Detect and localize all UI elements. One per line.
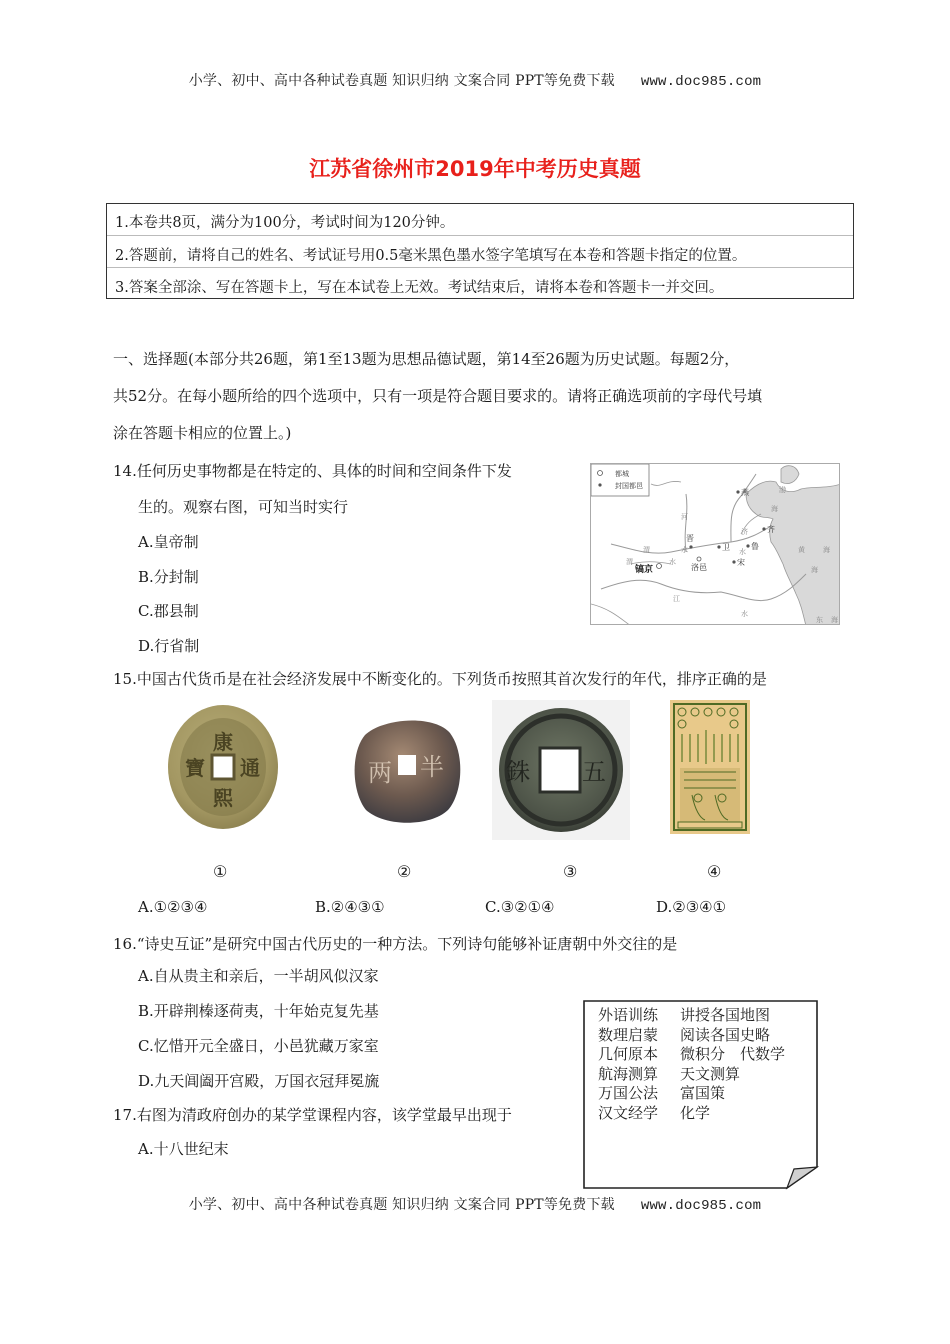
svg-text:燕: 燕 <box>741 488 749 497</box>
q14-option-a[interactable]: A.皇帝制 <box>138 533 199 551</box>
header-text: 小学、初中、高中各种试卷真题 知识归纳 文案合同 PPT等免费下载 <box>188 73 615 89</box>
svg-text:海: 海 <box>811 566 818 574</box>
curriculum-row: 航海测算 天文测算 <box>598 1064 741 1083</box>
coin-1-char: 寶 <box>185 756 205 780</box>
banknote-image-4 <box>670 700 750 838</box>
curriculum-row: 几何原本 微积分 代数学 <box>598 1045 786 1063</box>
svg-text:水: 水 <box>669 558 676 566</box>
q16-option-a[interactable]: A.自从贵主和亲后，一半胡风似汉家 <box>138 967 379 985</box>
coin-image-1 <box>166 703 281 835</box>
svg-text:济: 济 <box>741 528 748 536</box>
instruction-2: 2.答题前，请将自己的姓名、考试证号用0.5毫米黑色墨水签字笔填写在本卷和答题卡指定的位置。 <box>115 248 747 264</box>
curriculum-row: 万国公法 富国策 <box>598 1084 726 1102</box>
svg-text:海: 海 <box>771 505 778 513</box>
coin-1-char: 通 <box>240 756 260 780</box>
coin-1-char: 康 <box>213 730 233 754</box>
q14-option-b[interactable]: B.分封制 <box>138 568 199 586</box>
coin-image-3 <box>492 700 630 844</box>
q14-stem-1: 14.任何历史事物都是在特定的、具体的时间和空间条件下发 <box>113 462 512 480</box>
q15-option-d[interactable]: D.②③④① <box>656 898 727 916</box>
q14-stem-2: 生的。观察右图，可知当时实行 <box>138 498 349 516</box>
caption-3: ③ <box>563 862 578 881</box>
svg-text:镐京: 镐京 <box>635 565 654 575</box>
header-url[interactable]: www.doc985.com <box>640 74 762 90</box>
svg-text:卫: 卫 <box>722 543 730 552</box>
coin-3-char: 銖 <box>506 758 530 786</box>
section-intro-line-2: 共52分。在每小题所给的四个选项中，只有一项是符合题目要求的。请将正确选项前的字母代号填 <box>113 387 763 405</box>
q16-option-d[interactable]: D.九天阊阖开宫殿，万国衣冠拜冕旒 <box>138 1072 380 1090</box>
q16-stem: 16.“诗史互证”是研究中国古代历史的一种方法。下列诗句能够补证唐朝中外交往的是 <box>113 935 678 953</box>
svg-text:河: 河 <box>681 513 688 521</box>
instructions-box <box>106 203 854 299</box>
svg-text:海: 海 <box>823 546 830 554</box>
coin-1-char: 熙 <box>213 786 233 810</box>
legend-capital: 都城 <box>615 470 629 478</box>
curriculum-row: 汉文经学 化学 <box>598 1103 711 1122</box>
instruction-1: 1.本卷共8页，满分为100分，考试时间为120分钟。 <box>115 215 455 231</box>
q14-option-d[interactable]: D.行省制 <box>138 637 200 655</box>
divider <box>107 267 853 268</box>
caption-1: ① <box>213 862 228 881</box>
q16-option-b[interactable]: B.开辟荆榛逐荷夷，十年始克复先基 <box>138 1002 379 1020</box>
svg-text:渤: 渤 <box>779 486 786 494</box>
section-intro-line-3: 涂在答题卡相应的位置上。) <box>113 424 292 442</box>
section-intro-line-1: 一、选择题(本部分共26题，第1至13题为思想品德试题，第14至26题为历史试题。每题2分， <box>113 350 740 368</box>
exam-title: 江苏省徐州市2019年中考历史真题 <box>309 157 641 181</box>
western-zhou-map <box>590 463 840 625</box>
curriculum-row: 外语训练 讲授各国地图 <box>598 1006 771 1024</box>
coin-image-2 <box>350 715 465 831</box>
caption-4: ④ <box>707 862 722 881</box>
curriculum-list <box>598 1006 785 1123</box>
svg-text:晋: 晋 <box>686 534 694 543</box>
q16-option-c[interactable]: C.忆惜开元全盛日，小邑犹藏万家室 <box>138 1037 379 1055</box>
svg-text:渭: 渭 <box>643 546 650 554</box>
svg-text:鲁: 鲁 <box>751 542 759 551</box>
coin-3-char: 五 <box>582 758 606 786</box>
q15-option-a[interactable]: A.①②③④ <box>138 898 208 916</box>
map-drawing <box>591 464 840 625</box>
svg-text:水: 水 <box>741 610 748 618</box>
svg-text:海: 海 <box>831 616 838 624</box>
page-header <box>0 70 950 90</box>
svg-text:渭: 渭 <box>626 558 633 566</box>
divider <box>107 235 853 236</box>
q14-option-c[interactable]: C.郡县制 <box>138 602 199 620</box>
svg-text:东: 东 <box>816 616 823 624</box>
footer-url[interactable]: www.doc985.com <box>640 1198 762 1214</box>
coin-2-char: 两 <box>368 759 392 787</box>
q17-stem: 17.右图为清政府创办的某学堂课程内容，该学堂最早出现于 <box>113 1106 512 1124</box>
svg-text:洛邑: 洛邑 <box>691 563 707 572</box>
legend-fief: 封国都邑 <box>615 482 643 490</box>
coin-2-char: 半 <box>420 753 444 781</box>
svg-text:宋: 宋 <box>737 558 745 567</box>
q15-option-b[interactable]: B.②④③① <box>315 898 385 916</box>
q17-option-a[interactable]: A.十八世纪末 <box>138 1140 229 1158</box>
footer-text: 小学、初中、高中各种试卷真题 知识归纳 文案合同 PPT等免费下载 <box>188 1197 615 1213</box>
q15-stem: 15.中国古代货币是在社会经济发展中不断变化的。下列货币按照其首次发行的年代，排序正确的是 <box>113 670 767 688</box>
page-footer <box>0 1194 950 1214</box>
instruction-3: 3.答案全部涂、写在答题卡上，写在本试卷上无效。考试结束后，请将本卷和答题卡一并交回。 <box>115 280 724 296</box>
caption-2: ② <box>397 862 412 881</box>
curriculum-row: 数理启蒙 阅读各国史略 <box>598 1025 771 1044</box>
q15-option-c[interactable]: C.③②①④ <box>485 898 555 916</box>
svg-text:水: 水 <box>681 546 688 554</box>
svg-text:水: 水 <box>739 548 746 556</box>
svg-text:江: 江 <box>673 595 680 603</box>
svg-text:黄: 黄 <box>798 546 805 554</box>
svg-text:齐: 齐 <box>767 525 775 534</box>
